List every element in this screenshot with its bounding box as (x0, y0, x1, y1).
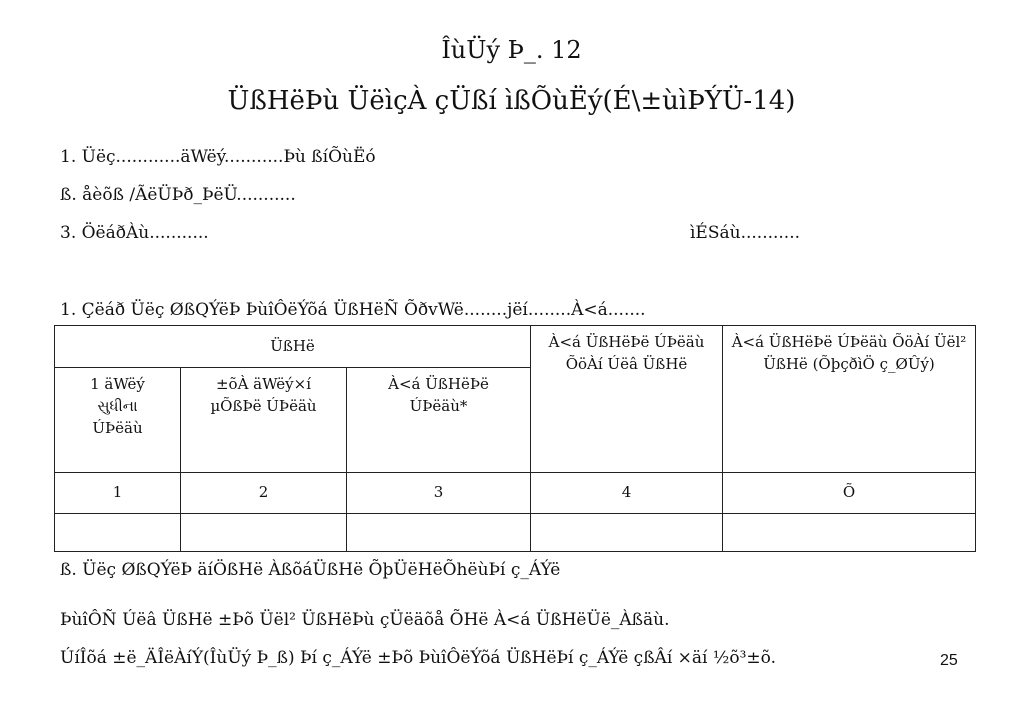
column-number-3: 3 (347, 473, 531, 513)
table-subheader-3 (347, 368, 531, 473)
subheader-1-line-3: ÚÞëäù (92, 418, 143, 437)
form-line-3-left: 3. ÖëáðÀù........... (60, 223, 209, 243)
table-header-col5: À<á ÜßHëÞë ÚÞëäù ÕöÀí Üël² ÜßHë (ÕþçðìÖ ç_ØÛý) (723, 326, 976, 473)
bottom-line-2: ÞùîÔÑ Úëâ ÜßHë ±Þõ Üël² ÜßHëÞù çÜëäõå ÕHë À<á ÜßHëÜë_Àßäù. (60, 610, 670, 630)
subheader-2-line-1: ±õÀ äWëý×í (215, 375, 312, 394)
form-line-2: ß. åèõß /ÃëÜÞð_ÞëÜ........... (60, 185, 296, 205)
empty-cell-4 (531, 513, 723, 551)
form-line-3-right: ìÉSáù........... (690, 223, 801, 243)
column-number-5: Õ (723, 473, 976, 513)
form-line-1: 1. Üëç............äWëý...........Þù ßíÕùËó (60, 147, 376, 167)
data-table (54, 325, 976, 552)
subheader-2-line-2: µÕßÞë ÚÞëäù (210, 397, 317, 416)
subheader-3-line-1: À<á ÜßHëÞë (388, 375, 489, 394)
title-line-1: ÎùÜý Þ_. 12 (441, 36, 582, 64)
table-subheader-2 (181, 368, 347, 473)
table-header-main: ÜßHë (55, 326, 531, 368)
page-number: 25 (940, 652, 958, 669)
column-number-1: 1 (55, 473, 181, 513)
form-line-4: 1. Çëáð Üëç ØßQÝëÞ ÞùîÔëÝõá ÜßHëÑ ÕðvWë........jëí........À<á....... (60, 300, 646, 320)
empty-cell-5 (723, 513, 976, 551)
table-subheader-1 (55, 368, 181, 473)
title-line-2: ÜßHëÞù ÜëìçÀ çÜßí ìßÕùËý(É\±ùìÞÝÜ-14) (227, 86, 796, 116)
empty-cell-3 (347, 513, 531, 551)
table-header-col4: À<á ÜßHëÞë ÚÞëäù ÕöÀí Úëâ ÜßHë (531, 326, 723, 473)
column-number-2: 2 (181, 473, 347, 513)
subheader-1-line-2: સુધીના (97, 397, 138, 416)
column-number-4: 4 (531, 473, 723, 513)
empty-cell-1 (55, 513, 181, 551)
subheader-1-line-1: 1 äWëý (90, 375, 145, 394)
bottom-line-1: ß. Üëç ØßQÝëÞ äíÖßHë ÀßõáÜßHë ÕþÜëHëÕhëùÞí ç_ÁÝë (60, 560, 561, 580)
empty-cell-2 (181, 513, 347, 551)
subheader-3-line-2: ÚÞëäù* (409, 397, 468, 416)
bottom-line-3: ÚíÎõá ±ë_ÄÎëÀíÝ(ÎùÜý Þ_ß) Þí ç_ÁÝë ±Þõ ÞùîÔëÝõá ÜßHëÞí ç_ÁÝë çßÂí ×äí ½õ³±õ. (60, 648, 777, 668)
